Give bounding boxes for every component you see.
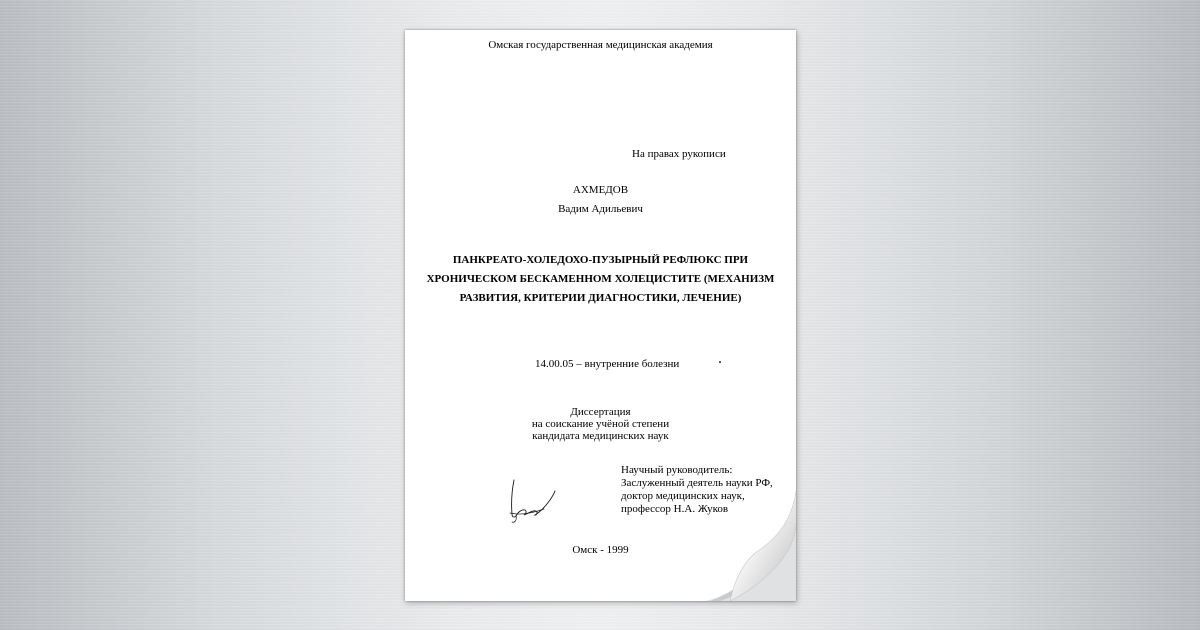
thesis-title-line-2: ХРОНИЧЕСКОМ БЕСКАМЕННОМ ХОЛЕЦИСТИТЕ (МЕХАНИЗМ [426,273,775,285]
handwritten-signature-icon [500,476,560,526]
document-page [405,30,796,601]
thesis-title-line-1: ПАНКРЕАТО-ХОЛЕДОХО-ПУЗЫРНЫЙ РЕФЛЮКС ПРИ [452,254,749,266]
stray-mark [719,361,721,363]
place-and-year: Омск - 1999 [572,544,629,556]
degree-line-1: Диссертация [570,406,631,418]
supervisor-degree: доктор медицинских наук, [621,490,745,502]
thesis-title-line-3: РАЗВИТИЯ, КРИТЕРИИ ДИАГНОСТИКИ, ЛЕЧЕНИЕ) [459,292,742,304]
degree-line-3: кандидата медицинских наук [532,430,669,442]
supervisor-name: профессор Н.А. Жуков [621,503,729,515]
institution-name: Омская государственная медицинская академия [488,39,713,51]
supervisor-label: Научный руководитель: [621,464,733,476]
author-surname: АХМЕДОВ [572,184,629,196]
manuscript-note: На правах рукописи [632,148,726,160]
degree-line-2: на соискание учёной степени [531,418,670,430]
page-curl-icon [706,491,796,601]
specialty-code: 14.00.05 – внутренние болезни [535,358,680,370]
author-name: Вадим Адильевич [558,203,643,215]
supervisor-title: Заслуженный деятель науки РФ, [621,477,773,489]
